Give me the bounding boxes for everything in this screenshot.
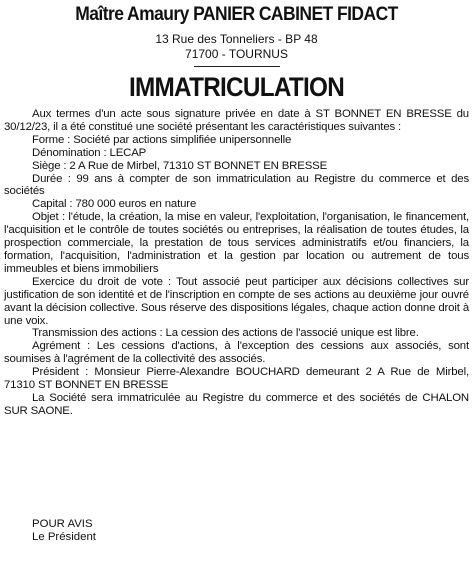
paragraph-intro: Aux termes d'un acte sous signature privée en date à ST BONNET EN BRESSE du 30/12/23, il a été constitué une société présentant les caractéristiques suivantes : xyxy=(4,108,469,133)
paragraph-siege: Siège : 2 A Rue de Mirbel, 71310 ST BONNET EN BRESSE xyxy=(32,159,328,172)
paragraph-capital: Capital : 780 000 euros en nature xyxy=(32,198,197,211)
section-title: IMMATRICULATION xyxy=(128,72,345,102)
paragraph-registre: La Société sera immatriculée au Registre du commerce et des sociétés de CHALON SUR SAONE. xyxy=(4,391,469,417)
paragraph-denomination: Dénomination : LECAP xyxy=(32,146,147,159)
signature-role: Le Président xyxy=(32,531,96,543)
paragraph-droit-de-vote: Exercice du droit de vote : Tout associé peut participer aux décisions collectives sur justification de son identité et de l'inscription en compte de ses actions au deuxième jour ouvré avant la décision collective. Sous réserve des dispositions légales, chaque action donne droit à une voix. xyxy=(4,275,469,327)
address-line-city: 71700 - TOURNUS xyxy=(185,47,288,61)
firm-address xyxy=(4,32,469,62)
paragraph-transmission: Transmission des actions : La cession des actions de l'associé unique est libre. xyxy=(32,327,419,340)
paragraph-objet: Objet : l'étude, la création, la mise en valeur, l'exploitation, l'organisation, le financement, l'acquisition et le contrôle de toutes sociétés ou entreprises, la réalisation de toutes études, la prospection commerciale, la prestation de tous services administratifs et/ou financiers, la formation, l'acquisition, l'administration et la gestion par location ou autrement de tous immeubles et biens immobiliers xyxy=(4,211,469,275)
address-line-street: 13 Rue des Tonneliers - BP 48 xyxy=(155,32,318,46)
paragraph-agrement: Agrément : Les cessions d'actions, à l'exception des cessions aux associés, sont soumises à l'agrément de la collectivité des associés. xyxy=(4,340,469,366)
signature-pour-avis: POUR AVIS xyxy=(32,518,93,530)
paragraph-duree: Durée : 99 ans à compter de son immatriculation au Registre du commerce et des sociétés xyxy=(4,172,469,198)
firm-name: Maître Amaury PANIER CABINET FIDACT xyxy=(75,4,398,25)
signature-block xyxy=(32,518,96,544)
paragraph-forme: Forme : Société par actions simplifiée unipersonnelle xyxy=(32,133,292,146)
notice-body xyxy=(4,108,469,418)
divider-rule xyxy=(194,66,280,67)
paragraph-president: Président : Monsieur Pierre-Alexandre BOUCHARD demeurant 2 A Rue de Mirbel, 71310 ST BONNET EN BRESSE xyxy=(4,366,469,392)
